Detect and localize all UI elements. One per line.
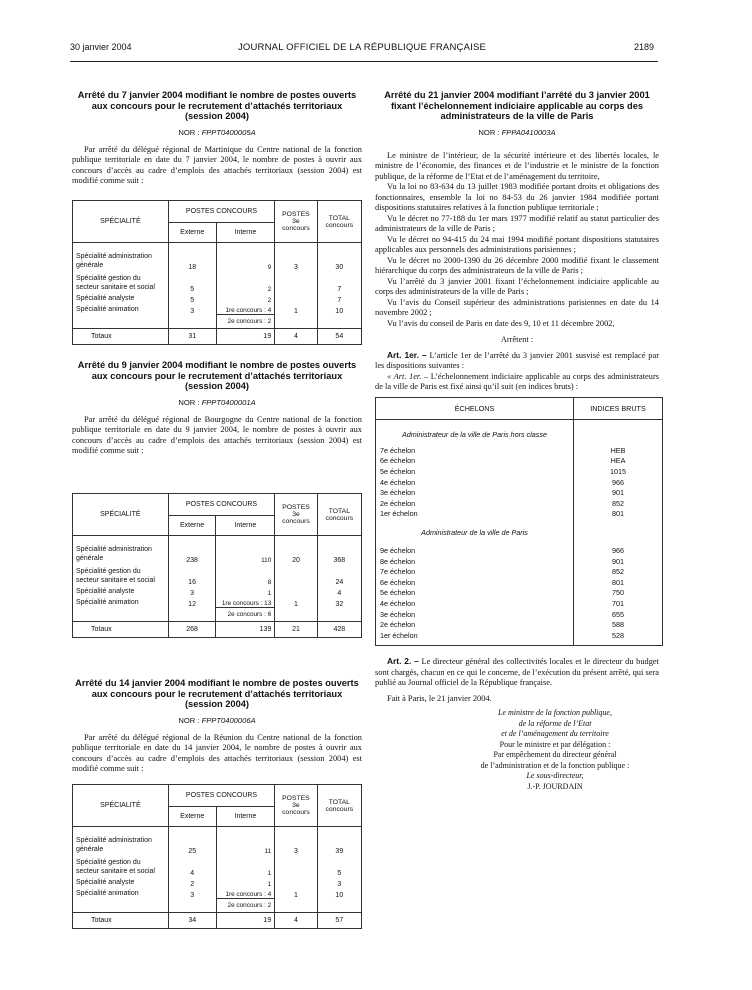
cell-postes3: 1: [275, 597, 317, 608]
col-postes3-header: POSTES 3e concours: [275, 201, 317, 243]
cell-interne: 2: [216, 271, 275, 293]
indice-value: 966: [612, 477, 624, 487]
signature-line: Pour le ministre et par délégation :: [499, 739, 611, 749]
indice-value: 801: [612, 577, 624, 587]
cell-externe: 12: [168, 597, 216, 608]
col-postes3-header: POSTES 3e concours: [275, 494, 317, 536]
postes-table: [72, 493, 362, 638]
echelon-label: 5e échelon: [376, 466, 574, 477]
specialite-label: Spécialité gestion du secteur sanitaire et social: [73, 855, 169, 877]
totaux-row: [73, 622, 362, 638]
echelon-label: 3e échelon: [376, 487, 574, 498]
cell-total: 54: [317, 329, 361, 345]
specialite-label: Spécialité analyste: [73, 586, 169, 597]
col-postes3-header: POSTES 3e concours: [275, 785, 317, 827]
echelon-label: 8e échelon: [376, 556, 574, 567]
cell-total: 5: [317, 855, 361, 877]
cell-externe: 34: [168, 913, 216, 929]
postes-table: [72, 784, 362, 929]
visa-paragraph: Vu le décret no 94-415 du 24 mai 1994 modifié portant dispositions statutaires applicables aux personnels des administrations parisiennes ;: [375, 234, 659, 254]
table-row: [376, 609, 663, 620]
echelon-label: 2e échelon: [376, 498, 574, 509]
cell-externe: 31: [168, 329, 216, 345]
cell-postes3: 3: [275, 833, 317, 855]
decree-visas: [375, 151, 659, 330]
cell-postes3: [275, 564, 317, 586]
cell-interne: 110: [216, 542, 275, 564]
cell-total: 57: [317, 913, 361, 929]
table-row: [73, 855, 362, 877]
table-row: [73, 877, 362, 888]
col-externe-header: Externe: [168, 223, 216, 243]
table-row: [376, 630, 663, 641]
table-row: [376, 498, 663, 509]
cell-interne: 1: [216, 855, 275, 877]
cell-externe: 3: [168, 304, 216, 315]
specialite-label: Spécialité gestion du secteur sanitaire et social: [73, 271, 169, 293]
specialite-label: Spécialité administration générale: [73, 833, 169, 855]
indice-value: 901: [612, 488, 624, 498]
cell-externe: 5: [168, 293, 216, 304]
cell-externe: 3: [168, 586, 216, 597]
decree-reunion: [72, 678, 362, 775]
indice-value: 852: [612, 498, 624, 508]
col-interne-header: Interne: [216, 807, 275, 827]
cell-total: 428: [317, 622, 361, 638]
decree-text: Par arrêté du délégué régional de Martinique du Centre national de la fonction publique territoriale en date du 7 janvier 2004, le nombre de postes à ouvrir aux concours d’accès au cadre d’emplois des attachés territoriaux (session 2004) est modifié comme suit :: [72, 144, 362, 185]
indice-value: 655: [612, 609, 624, 619]
indice-value: 901: [612, 556, 624, 566]
cell-externe: 268: [168, 622, 216, 638]
specialite-label: Spécialité animation: [73, 888, 169, 899]
specialite-label: Spécialité analyste: [73, 293, 169, 304]
totaux-label: Totaux: [73, 622, 169, 638]
table-row: [376, 487, 663, 498]
table-row: [376, 598, 663, 609]
visa-paragraph: Vu le décret no 2000-1390 du 26 décembre 2000 modifié fixant le classement hiérarchique du corps des administrateurs de la ville de Paris ;: [375, 255, 659, 275]
echelon-label: 7e échelon: [376, 445, 574, 456]
signature-line: et de l’aménagement du territoire: [501, 729, 609, 738]
specialite-label: Spécialité gestion du secteur sanitaire et social: [73, 564, 169, 586]
visa-paragraph: Vu l’arrêté du 3 janvier 2001 fixant l’échelonnement indiciaire applicable au corps des administrateurs de la ville de Paris ;: [375, 276, 659, 296]
cell-postes3: 4: [275, 913, 317, 929]
cell-interne: 9: [216, 249, 275, 271]
cell-externe: 3: [168, 888, 216, 899]
echelon-label: 1er échelon: [376, 630, 574, 641]
right-column: [375, 90, 659, 792]
header-date: 30 janvier 2004: [70, 42, 132, 52]
table-row: [73, 586, 362, 597]
echelon-label: 6e échelon: [376, 456, 574, 467]
echelon-label: 5e échelon: [376, 588, 574, 599]
nor-reference: NOR : FPPT0400006A: [178, 715, 256, 725]
cell-interne-2e: 2e concours : 2: [216, 315, 275, 329]
cell-interne: 1re concours : 4: [216, 304, 275, 315]
fait-a-paris: Fait à Paris, le 21 janvier 2004.: [387, 693, 492, 703]
signature-line: de l’administration et de la fonction publique :: [480, 760, 630, 770]
table-row: [376, 545, 663, 556]
arretent-label: Arrêtent :: [500, 335, 534, 344]
cell-total: 7: [317, 293, 361, 304]
totaux-row: [73, 329, 362, 345]
cell-interne-2e: 2e concours : 6: [216, 608, 275, 622]
visa-paragraph: Vu le décret no 77-188 du 1er mars 1977 modifié relatif au statut particulier des administrateurs de la ville de Paris ;: [375, 213, 659, 233]
table-row: [73, 249, 362, 271]
cell-interne: 19: [216, 913, 275, 929]
col-echelons-header: ÉCHELONS: [376, 397, 574, 419]
cell-postes3: [275, 586, 317, 597]
table-row: [376, 566, 663, 577]
table-row: [73, 293, 362, 304]
cell-interne: 139: [216, 622, 275, 638]
nor-reference: NOR : FPPT0400005A: [178, 127, 256, 137]
col-indices-header: INDICES BRUTS: [590, 403, 646, 413]
col-postes-concours-header: POSTES CONCOURS: [168, 785, 274, 807]
cell-interne: 2: [216, 293, 275, 304]
table-row: [73, 271, 362, 293]
col-externe-header: Externe: [168, 807, 216, 827]
specialite-label: Spécialité administration générale: [73, 542, 169, 564]
decree-martinique: [72, 90, 362, 187]
group-label: Administrateur de la ville de Paris hors classe: [376, 419, 574, 439]
col-externe-header: Externe: [168, 516, 216, 536]
col-total-header: TOTAL concours: [317, 494, 361, 536]
signature-line: J.-P. JOURDAIN: [527, 781, 583, 791]
table-row: [376, 445, 663, 456]
col-specialite-header: SPÉCIALITÉ: [73, 785, 169, 827]
cell-total: 368: [317, 542, 361, 564]
cell-postes3: 4: [275, 329, 317, 345]
echelon-label: 2e échelon: [376, 619, 574, 630]
echelon-label: 9e échelon: [376, 545, 574, 556]
cell-total: 30: [317, 249, 361, 271]
table-row: [376, 577, 663, 588]
indice-value: 528: [612, 630, 624, 640]
echelon-label: 4e échelon: [376, 477, 574, 488]
cell-externe: 2: [168, 877, 216, 888]
cell-total: 4: [317, 586, 361, 597]
cell-postes3: 21: [275, 622, 317, 638]
indice-value: 852: [612, 567, 624, 577]
cell-externe: 238: [168, 542, 216, 564]
cell-postes3: 1: [275, 304, 317, 315]
totaux-row: [73, 913, 362, 929]
table-row: [376, 588, 663, 599]
nor-reference: NOR : FPPT0400001A: [178, 397, 256, 407]
article-1: Art. 1er. – L’article 1er de l’arrêté du 3 janvier 2001 susvisé est remplacé par les dispositions suivantes :: [375, 349, 659, 370]
echelons-table: [375, 397, 659, 647]
cell-total: 10: [317, 304, 361, 315]
indice-value: 1015: [610, 466, 626, 476]
cell-interne: 1re concours : 13: [216, 597, 275, 608]
totaux-label: Totaux: [73, 329, 169, 345]
specialite-label: Spécialité animation: [73, 304, 169, 315]
cell-total: 39: [317, 833, 361, 855]
indice-value: 588: [612, 620, 624, 630]
table-row: [376, 556, 663, 567]
table-row: [73, 542, 362, 564]
group-label: Administrateur de la ville de Paris: [376, 519, 574, 537]
decree-title: Arrêté du 7 janvier 2004 modifiant le nombre de postes ouverts aux concours pour le recrutement d’attachés territoriaux (session 2004): [77, 90, 357, 121]
signature-line: Le ministre de la fonction publique,: [498, 708, 612, 717]
visa-paragraph: Vu l’avis du Conseil supérieur des administrations parisiennes en date du 14 novembre 2002 ;: [375, 297, 659, 317]
cell-interne: 11: [216, 833, 275, 855]
specialite-label: Spécialité animation: [73, 597, 169, 608]
cell-externe: 4: [168, 855, 216, 877]
echelon-label: 3e échelon: [376, 609, 574, 620]
article-2: Art. 2. – Le directeur général des collectivités locales et le directeur du budget sont chargés, chacun en ce qui le concerne, de l’exécution du présent arrêté, qui sera publié au Journal officiel de la République française.: [375, 656, 659, 687]
signature-line: de la réforme de l’Etat: [518, 718, 592, 728]
table-row: [73, 304, 362, 315]
indice-value: 750: [612, 588, 624, 598]
table-row: [73, 597, 362, 608]
table-row: [73, 833, 362, 855]
table-row: [376, 456, 663, 467]
decree-title: Arrêté du 9 janvier 2004 modifiant le nombre de postes ouverts aux concours pour le recrutement d’attachés territoriaux (session 2004): [77, 360, 357, 391]
table-row: [73, 888, 362, 899]
echelon-label: 6e échelon: [376, 577, 574, 588]
decree-bourgogne: [72, 360, 362, 457]
visa-paragraph: Le ministre de l’intérieur, de la sécurité intérieure et des libertés locales, le ministre de l’économie, des finances et de l’industrie et le ministre de la fonction publique, de la réforme de l’Etat et de l’aménagement du territoire,: [375, 150, 659, 181]
decree-text: Par arrêté du délégué régional de la Réunion du Centre national de la fonction publique territoriale en date du 14 janvier 2004, le nombre de postes à ouvrir aux concours d’accès au cadre d’emplois des attachés territoriaux (session 2004) est modifié comme suit :: [72, 732, 362, 773]
cell-total: 10: [317, 888, 361, 899]
cell-externe: 25: [168, 833, 216, 855]
echelon-label: 1er échelon: [376, 509, 574, 520]
nor-reference: NOR : FPPA0410003A: [478, 127, 556, 137]
col-total-header: TOTAL concours: [317, 201, 361, 243]
cell-externe: 18: [168, 249, 216, 271]
decree-text: Par arrêté du délégué régional de Bourgogne du Centre national de la fonction publique territoriale en date du 9 janvier 2004, le nombre de postes à ouvrir aux concours d’accès au cadre d’emplois des attachés territoriaux (session 2004) est modifié comme suit :: [72, 414, 362, 455]
cell-externe: 16: [168, 564, 216, 586]
col-postes-concours-header: POSTES CONCOURS: [168, 494, 275, 516]
echelon-label: 7e échelon: [376, 566, 574, 577]
indice-value: HEA: [610, 456, 626, 466]
col-postes-concours-header: POSTES CONCOURS: [168, 201, 274, 223]
table-row: [376, 477, 663, 488]
table-row: [376, 619, 663, 630]
indice-value: 966: [612, 545, 624, 555]
totaux-label: Totaux: [73, 913, 169, 929]
visa-paragraph: Vu l’avis du conseil de Paris en date des 9, 10 et 11 décembre 2002,: [387, 318, 615, 328]
cell-postes3: [275, 855, 317, 877]
cell-postes3: 3: [275, 249, 317, 271]
col-specialite-header: SPÉCIALITÉ: [73, 201, 169, 243]
cell-total: 7: [317, 271, 361, 293]
postes-table: [72, 200, 362, 345]
cell-interne: 19: [216, 329, 275, 345]
page-header: [70, 42, 654, 56]
cell-postes3: 1: [275, 888, 317, 899]
indice-value: HEB: [610, 445, 626, 455]
col-specialite-header: SPÉCIALITÉ: [73, 494, 169, 536]
cell-postes3: [275, 271, 317, 293]
indice-value: 701: [612, 598, 624, 608]
specialite-label: Spécialité analyste: [73, 877, 169, 888]
specialite-label: Spécialité administration générale: [73, 249, 169, 271]
cell-interne: 1: [216, 877, 275, 888]
signature-block: [445, 708, 665, 792]
cell-total: 3: [317, 877, 361, 888]
cell-interne-2e: 2e concours : 2: [216, 899, 275, 913]
signature-line: Le sous-directeur,: [526, 771, 584, 780]
cell-interne: 1: [216, 586, 275, 597]
table-row: [376, 509, 663, 520]
cell-total: 32: [317, 597, 361, 608]
decree-title: Arrêté du 21 janvier 2004 modifiant l’arrêté du 3 janvier 2001 fixant l’échelonnement indiciaire applicable au corps des administrateurs de la ville de Paris: [384, 90, 650, 121]
col-total-header: TOTAL concours: [317, 785, 361, 827]
cell-total: 24: [317, 564, 361, 586]
cell-externe: 5: [168, 271, 216, 293]
cell-postes3: [275, 877, 317, 888]
col-interne-header: Interne: [216, 516, 275, 536]
header-rule: [70, 61, 658, 62]
echelon-label: 4e échelon: [376, 598, 574, 609]
article-1-quote: « Art. 1er. – L’échelonnement indiciaire applicable au corps des administrateurs de la ville de Paris est fixé ainsi qu’il suit (en indices bruts) :: [375, 371, 659, 391]
decree-title: Arrêté du 14 janvier 2004 modifiant le nombre de postes ouverts aux concours pour le recrutement d’attachés territoriaux (session 2004): [75, 678, 359, 709]
signature-line: Par empêchement du directeur général: [493, 750, 617, 759]
cell-postes3: [275, 293, 317, 304]
cell-interne: 1re concours : 4: [216, 888, 275, 899]
table-row: [73, 564, 362, 586]
cell-interne: 8: [216, 564, 275, 586]
header-journal-title: JOURNAL OFFICIEL DE LA RÉPUBLIQUE FRANÇAISE: [237, 42, 487, 53]
header-page-number: 2189: [633, 42, 654, 52]
table-row: [376, 466, 663, 477]
cell-postes3: 20: [275, 542, 317, 564]
indice-value: 801: [612, 509, 624, 519]
visa-paragraph: Vu la loi no 83-634 du 13 juillet 1983 modifiée portant droits et obligations des fonctionnaires, ensemble la loi no 84-53 du 26 janvier 1984 modifiée portant dispositions statutaires relatives à la fonction publique territoriale ;: [375, 182, 659, 212]
col-interne-header: Interne: [216, 223, 275, 243]
